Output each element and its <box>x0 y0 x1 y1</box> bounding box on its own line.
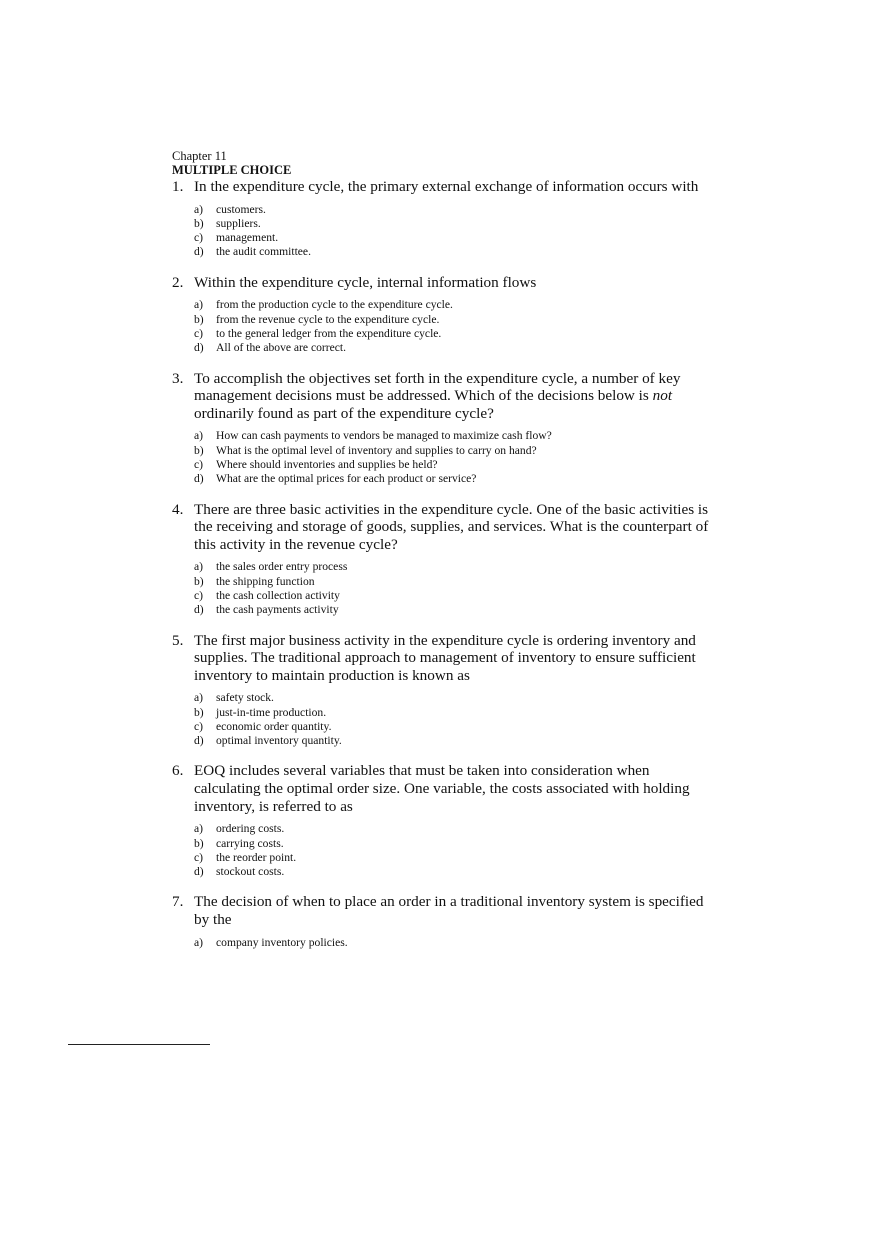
option-text: just-in-time production. <box>216 705 327 719</box>
answer-option <box>194 822 712 836</box>
question-number: 4. <box>172 500 184 518</box>
answer-option <box>194 734 712 748</box>
answer-option <box>194 444 712 458</box>
option-letter: c) <box>194 850 204 864</box>
option-letter: c) <box>194 457 204 471</box>
answer-option <box>194 865 712 879</box>
answer-option <box>194 720 712 734</box>
question-number: 5. <box>172 631 184 649</box>
option-text: Where should inventories and supplies be held? <box>216 457 438 471</box>
question-text-segment: ordinarily found as part of the expenditure cycle? <box>194 404 494 422</box>
answer-option <box>194 472 712 486</box>
option-letter: a) <box>194 202 204 216</box>
answer-option <box>194 313 712 327</box>
question-item <box>172 893 712 949</box>
option-letter: d) <box>194 341 204 355</box>
question-number: 7. <box>172 893 184 911</box>
question-text <box>194 274 712 292</box>
question-text-segment: Within the expenditure cycle, internal information flows <box>194 273 537 291</box>
question-item <box>172 178 712 260</box>
question-item <box>172 632 712 749</box>
question-number: 2. <box>172 273 184 291</box>
answer-option <box>194 936 712 950</box>
answer-option <box>194 327 712 341</box>
question-stem <box>172 178 712 196</box>
option-text: the cash payments activity <box>216 603 339 617</box>
option-letter: a) <box>194 691 204 705</box>
option-text: the audit committee. <box>216 245 311 259</box>
option-letter: a) <box>194 560 204 574</box>
option-text: How can cash payments to vendors be managed to maximize cash flow? <box>216 429 552 443</box>
chapter-label: Chapter 11 <box>172 149 227 163</box>
option-letter: c) <box>194 588 204 602</box>
option-letter: b) <box>194 216 204 230</box>
option-text: to the general ledger from the expenditure cycle. <box>216 326 442 340</box>
option-letter: b) <box>194 574 204 588</box>
question-number: 6. <box>172 762 184 780</box>
answer-option <box>194 691 712 705</box>
answer-options <box>194 936 712 950</box>
answer-options <box>194 429 712 486</box>
question-text-segment: The first major business activity in the expenditure cycle is ordering inventory and supplies. The traditional approach to management of inventory to ensure sufficient inventory to maintain production is known as <box>194 631 696 684</box>
option-text: stockout costs. <box>216 865 285 879</box>
question-item <box>172 370 712 487</box>
option-text: All of the above are correct. <box>216 341 347 355</box>
question-item <box>172 762 712 879</box>
option-text: from the production cycle to the expenditure cycle. <box>216 298 453 312</box>
question-list <box>172 178 712 950</box>
answer-option <box>194 706 712 720</box>
answer-option <box>194 575 712 589</box>
footnote-divider <box>68 1044 210 1045</box>
answer-options <box>194 822 712 879</box>
option-text: optimal inventory quantity. <box>216 734 342 748</box>
answer-option <box>194 341 712 355</box>
option-text: the shipping function <box>216 574 315 588</box>
question-text <box>194 178 712 196</box>
answer-option <box>194 560 712 574</box>
option-text: company inventory policies. <box>216 935 348 949</box>
question-stem <box>172 762 712 815</box>
question-text-segment: There are three basic activities in the expenditure cycle. One of the basic activities is the receiving and storage of goods, supplies, and services. What is the counterpart of this activity in the revenue cycle? <box>194 500 709 553</box>
option-text: suppliers. <box>216 216 261 230</box>
question-stem <box>172 501 712 554</box>
option-letter: d) <box>194 472 204 486</box>
option-text: customers. <box>216 202 266 216</box>
answer-option <box>194 851 712 865</box>
option-text: economic order quantity. <box>216 719 332 733</box>
page-content <box>172 149 712 964</box>
option-letter: a) <box>194 935 204 949</box>
answer-options <box>194 203 712 260</box>
option-letter: a) <box>194 429 204 443</box>
question-stem <box>172 632 712 685</box>
question-text <box>194 893 712 928</box>
question-text <box>194 501 712 554</box>
answer-option <box>194 245 712 259</box>
answer-option <box>194 203 712 217</box>
question-number: 3. <box>172 369 184 387</box>
option-text: ordering costs. <box>216 822 285 836</box>
option-letter: a) <box>194 822 204 836</box>
answer-option <box>194 603 712 617</box>
question-text-segment: EOQ includes several variables that must be taken into consideration when calculating the optimal order size. One variable, the costs associated with holding inventory, is referred to as <box>194 762 690 815</box>
question-text <box>194 370 712 423</box>
question-item <box>172 274 712 356</box>
question-text <box>194 762 712 815</box>
option-text: management. <box>216 231 279 245</box>
option-text: from the revenue cycle to the expenditure cycle. <box>216 312 440 326</box>
question-stem <box>172 274 712 292</box>
question-item <box>172 501 712 618</box>
answer-option <box>194 298 712 312</box>
option-letter: c) <box>194 231 204 245</box>
option-letter: b) <box>194 705 204 719</box>
question-text-segment: In the expenditure cycle, the primary external exchange of information occurs with <box>194 178 699 195</box>
answer-options <box>194 691 712 748</box>
answer-option <box>194 837 712 851</box>
question-stem <box>172 370 712 423</box>
answer-options <box>194 560 712 617</box>
option-letter: d) <box>194 603 204 617</box>
option-letter: d) <box>194 245 204 259</box>
question-text <box>194 632 712 685</box>
answer-option <box>194 231 712 245</box>
option-text: the reorder point. <box>216 850 297 864</box>
section-title: MULTIPLE CHOICE <box>172 163 292 177</box>
option-text: the cash collection activity <box>216 588 340 602</box>
question-stem <box>172 893 712 928</box>
option-letter: b) <box>194 836 204 850</box>
question-text-segment: The decision of when to place an order in a traditional inventory system is specified by the <box>194 893 704 929</box>
option-text: What are the optimal prices for each product or service? <box>216 472 477 486</box>
option-text: carrying costs. <box>216 836 284 850</box>
option-letter: a) <box>194 298 204 312</box>
option-text: safety stock. <box>216 691 274 705</box>
answer-option <box>194 217 712 231</box>
question-number: 1. <box>172 178 184 195</box>
option-letter: c) <box>194 326 204 340</box>
option-letter: c) <box>194 719 204 733</box>
option-text: the sales order entry process <box>216 560 348 574</box>
option-letter: d) <box>194 734 204 748</box>
option-letter: d) <box>194 865 204 879</box>
option-text: What is the optimal level of inventory and supplies to carry on hand? <box>216 443 537 457</box>
answer-option <box>194 589 712 603</box>
option-letter: b) <box>194 443 204 457</box>
answer-option <box>194 429 712 443</box>
answer-option <box>194 458 712 472</box>
question-text-segment: To accomplish the objectives set forth in the expenditure cycle, a number of key management decisions must be addressed. Which of the decisions below is <box>194 369 681 405</box>
question-text-emphasis: not <box>652 387 673 405</box>
option-letter: b) <box>194 312 204 326</box>
answer-options <box>194 298 712 355</box>
